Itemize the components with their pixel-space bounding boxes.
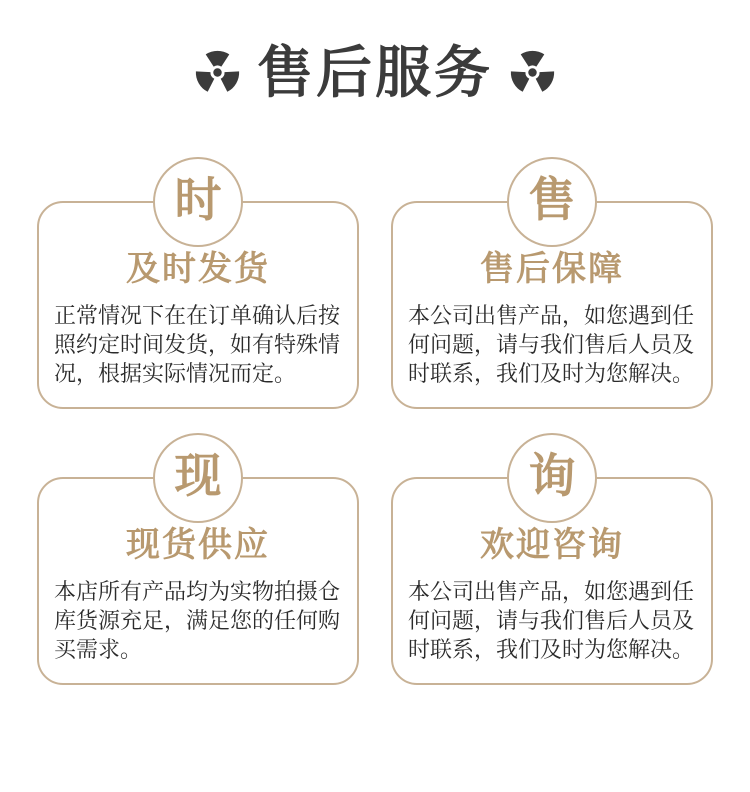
- card-heading: 现货供应: [126, 525, 270, 564]
- badge-character: 询: [528, 449, 576, 503]
- card-badge-circle: [153, 433, 243, 523]
- service-card-welcome-inquiry: [391, 433, 713, 685]
- radiation-trefoil-icon: [509, 49, 556, 96]
- service-card-timely-shipping: [37, 157, 359, 409]
- service-card-in-stock-supply: [37, 433, 359, 685]
- card-badge-circle: [153, 157, 243, 247]
- badge-character: 时: [174, 173, 222, 227]
- card-body-text: 本公司出售产品，如您遇到任何问题，请与我们售后人员及时联系，我们及时为您解决。: [408, 578, 695, 662]
- after-sales-service-panel: [0, 42, 750, 792]
- radiation-trefoil-icon: [194, 49, 241, 96]
- card-heading: 欢迎咨询: [480, 525, 624, 564]
- card-body-text: 本店所有产品均为实物拍摄仓库货源充足，满足您的任何购买需求。: [54, 578, 341, 662]
- card-body-text: 本公司出售产品，如您遇到任何问题，请与我们售后人员及时联系，我们及时为您解决。: [408, 302, 695, 386]
- service-card-after-sales-guarantee: [391, 157, 713, 409]
- section-title: 售后服务: [257, 41, 493, 104]
- badge-character: 现: [174, 449, 222, 503]
- card-body-text: 正常情况下在在订单确认后按照约定时间发货，如有特殊情况，根据实际情况而定。: [54, 302, 341, 386]
- service-card-grid: [37, 157, 713, 685]
- card-heading: 及时发货: [126, 249, 270, 288]
- card-heading: 售后保障: [480, 249, 624, 288]
- badge-character: 售: [528, 173, 576, 227]
- card-badge-circle: [507, 433, 597, 523]
- section-header: [0, 42, 750, 104]
- card-badge-circle: [507, 157, 597, 247]
